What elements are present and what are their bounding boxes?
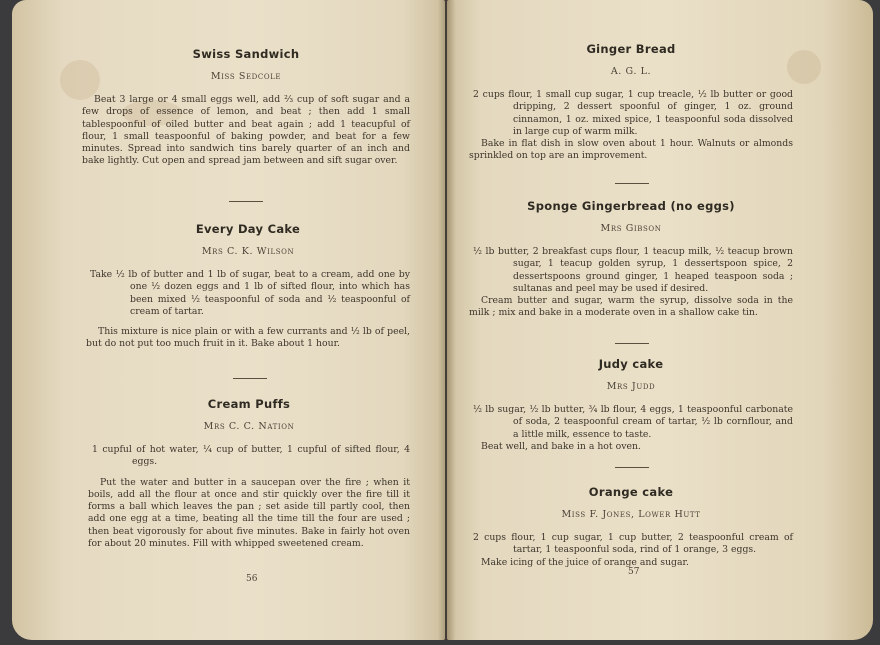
left-page <box>12 0 445 640</box>
recipe-author: Mrs C. C. Nation <box>203 421 295 432</box>
section-divider <box>615 183 649 184</box>
recipe-paragraph: This mixture is nice plain or with a few currants and ½ lb of peel, but do not put too much fruit in it. Bake about 1 hour. <box>86 326 410 350</box>
recipe-paragraph: Make icing of the juice of orange and sugar. <box>481 556 689 568</box>
recipe-title: Swiss Sandwich <box>192 47 300 61</box>
recipe-ginger-bread <box>469 42 793 163</box>
recipe-orange-cake <box>469 485 793 569</box>
recipe-author: Miss F. Jones, Lower Hutt <box>561 509 701 520</box>
recipe-author: Miss Sedcole <box>210 71 282 82</box>
recipe-title: Judy cake <box>598 357 664 371</box>
recipe-body <box>469 532 793 569</box>
recipe-paragraph: 2 cups flour, 1 small cup sugar, 1 cup treacle, ½ lb butter or good dripping, 2 dessert spoonful of ginger, 1 oz. ground cinnamon, 1 oz. mixed spice, 1 teaspoonful soda dissolved in large cup of warm milk. <box>473 89 793 137</box>
recipe-body <box>469 246 793 320</box>
recipe-paragraph: Beat 3 large or 4 small eggs well, add ⅔ cup of soft sugar and a few drops of essence of lemon, and beat ; then add 1 small tablespoonful of oiled butter and beat again ; add 1 teacupful of flour, 1 small teaspoonful of baking powder, and beat for a few minutes. Spread into sandwich tins barely quarter of an inch and bake lightly. Cut open and spread jam between and sift sugar over. <box>82 94 410 167</box>
recipe-judy-cake <box>469 357 793 453</box>
recipe-every-day-cake <box>86 222 410 351</box>
recipe-title: Cream Puffs <box>207 397 291 411</box>
recipe-paragraph: 1 cupful of hot water, ¼ cup of butter, 1 cupful of sifted flour, 4 eggs. <box>92 444 410 468</box>
book-gutter <box>438 0 456 640</box>
recipe-paragraph: 2 cups flour, 1 cup sugar, 1 cup butter, 2 teaspoonful cream of tartar, 1 teaspoonful soda, rind of 1 orange, 3 eggs. <box>473 532 793 556</box>
recipe-paragraph: Cream butter and sugar, warm the syrup, dissolve soda in the milk ; mix and bake in a moderate oven in a shallow cake tin. <box>469 295 793 319</box>
recipe-title: Every Day Cake <box>195 222 301 236</box>
recipe-author: Mrs Gibson <box>600 223 662 234</box>
section-divider <box>233 378 267 379</box>
section-divider <box>615 467 649 468</box>
recipe-paragraph: Take ½ lb of butter and 1 lb of sugar, beat to a cream, add one by one ½ dozen eggs and 1 lb of sifted flour, into which has been mixed ½ teaspoonful of soda and ½ teaspoonful of cream of tartar. <box>90 269 410 317</box>
recipe-body <box>82 94 410 168</box>
page-number: 56 <box>246 574 258 584</box>
recipe-author: A. G. L. <box>610 66 652 77</box>
section-divider <box>229 201 263 202</box>
recipe-body <box>469 404 793 453</box>
recipe-author: Mrs C. K. Wilson <box>201 246 295 257</box>
recipe-paragraph: ½ lb butter, 2 breakfast cups flour, 1 teacup milk, ½ teacup brown sugar, 1 teacup golden syrup, 1 dessertspoon spice, 2 dessertspoons ground ginger, 1 heaped teaspoon soda ; sultanas and peel may be used if desired. <box>473 246 793 294</box>
recipe-body <box>88 444 410 550</box>
right-page <box>447 0 873 640</box>
recipe-sponge-gingerbread <box>469 199 793 320</box>
recipe-body <box>86 269 410 351</box>
recipe-title: Sponge Gingerbread (no eggs) <box>527 199 735 213</box>
page-number: 57 <box>628 567 640 577</box>
recipe-paragraph: Bake in flat dish in slow oven about 1 hour. Walnuts or almonds sprinkled on top are an improvement. <box>469 138 793 162</box>
recipe-swiss-sandwich <box>82 47 410 168</box>
recipe-paragraph: Beat well, and bake in a hot oven. <box>481 440 641 452</box>
section-divider <box>615 343 649 344</box>
recipe-title: Orange cake <box>588 485 674 499</box>
recipe-body <box>469 89 793 163</box>
recipe-paragraph: Put the water and butter in a saucepan over the fire ; when it boils, add all the flour at once and stir quickly over the fire till it forms a ball which leaves the pan ; set aside till partly cool, then add one egg at a time, beating all the time till the four are used ; then beat vigorously for about five minutes. Bake in fairly hot oven for about 20 minutes. Fill with whipped sweetened cream. <box>88 476 410 550</box>
recipe-title: Ginger Bread <box>586 42 676 56</box>
recipe-paragraph: ½ lb sugar, ½ lb butter, ¾ lb flour, 4 eggs, 1 teaspoonful carbonate of soda, 2 teaspoonful cream of tartar, ½ lb cornflour, and a little milk, essence to taste. <box>473 404 793 440</box>
recipe-author: Mrs Judd <box>606 381 656 392</box>
recipe-cream-puffs <box>88 397 410 550</box>
